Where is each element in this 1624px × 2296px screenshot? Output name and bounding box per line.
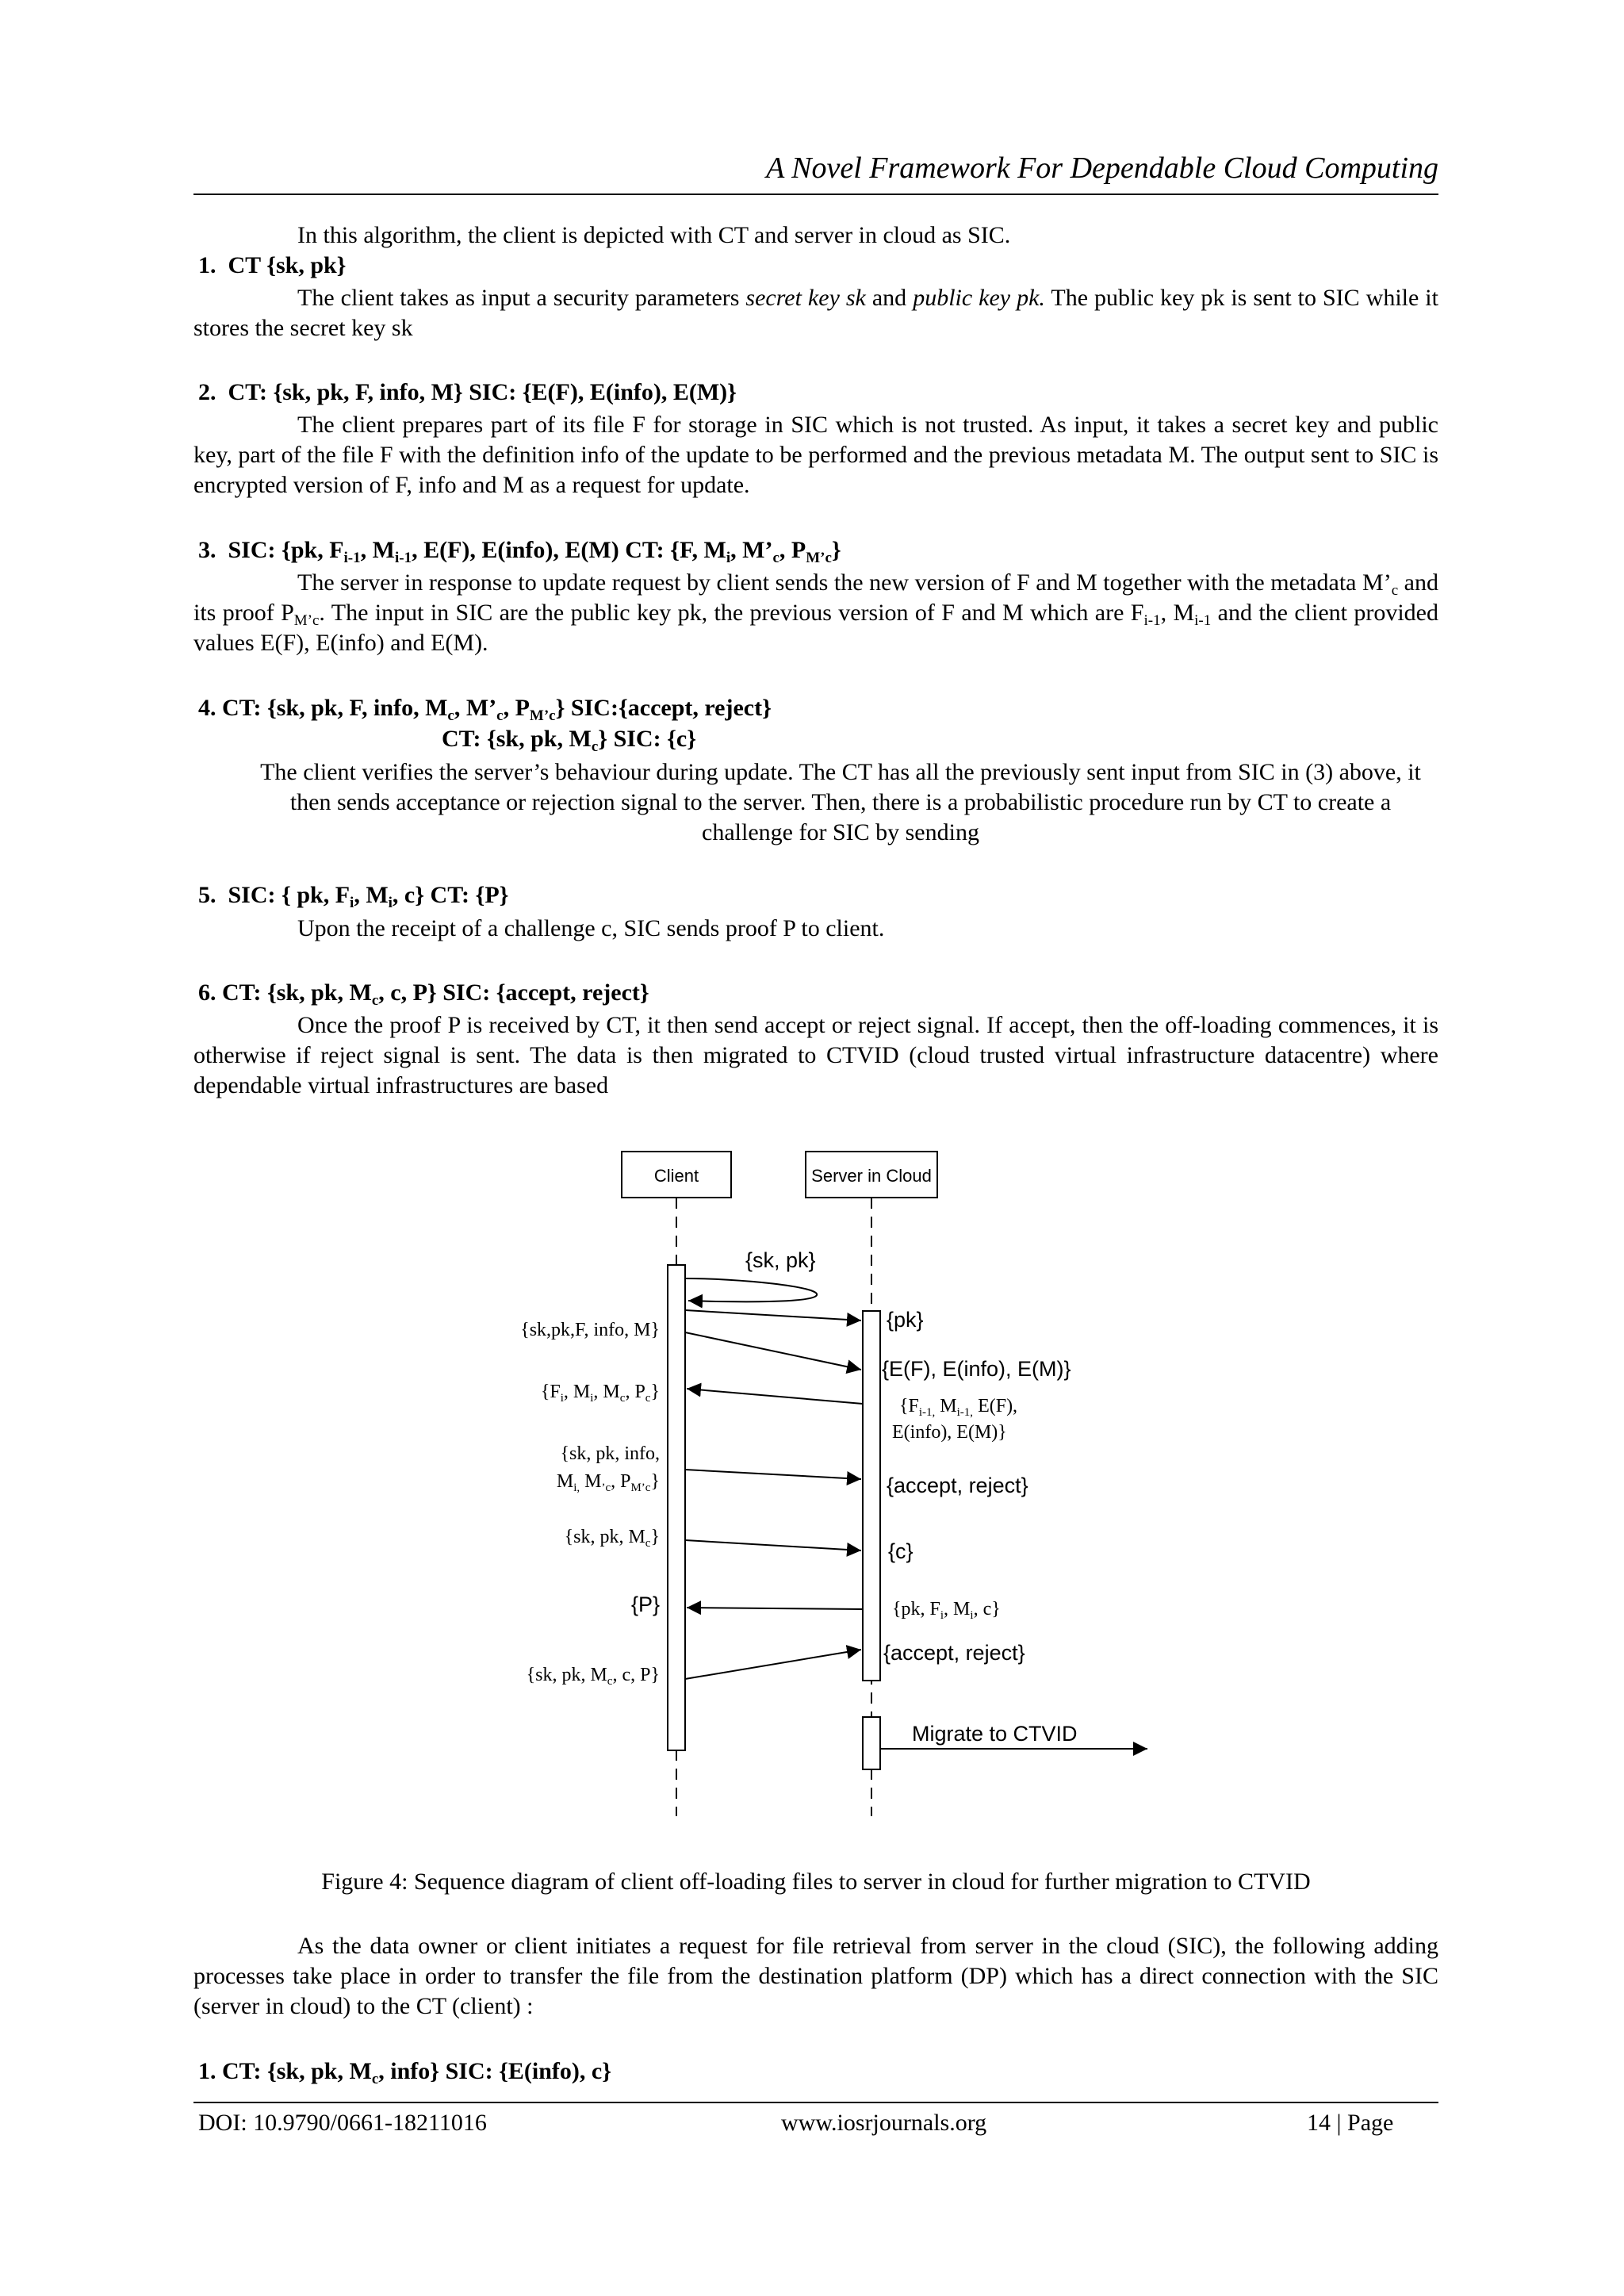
step-6-heading: 6. CT: {sk, pk, $M_c$, c, P} SIC: {accept, reject}: [198, 979, 649, 1009]
label-pk: {pk}: [887, 1308, 924, 1332]
step-5-heading: 5. SIC: { pk, $F_i$, $M_i$, c} CT: {P}: [198, 882, 509, 911]
retrieval-paragraph: As the data owner or client initiates a request for file retrieval from server in the cloud (SIC), the following adding processes take place in order to transfer the file from the destination platform (DP) which has a direct connection with the SIC (server in cloud) to the CT (client) :: [193, 1933, 1438, 2019]
self-message-arrow: [685, 1278, 817, 1301]
label-einfo-em: E(info), E(M)}: [892, 1422, 1007, 1443]
message-4-arrow: [685, 1470, 861, 1479]
server-lifeline-label: Server in Cloud: [811, 1166, 932, 1186]
label-pk-fi-mi-c: {pk, $F_i$, $M_i$, c}: [892, 1599, 1001, 1622]
label-c: {c}: [888, 1539, 914, 1563]
figure-caption: Figure 4: Sequence diagram of client off-loading files to server in cloud for further migration to CTVID: [321, 1869, 1311, 1895]
step-1-text: The client takes as input a security parameters secret key sk and public key pk. The public key pk is sent to SIC while it stores the secret key sk: [193, 285, 1438, 341]
label-ef-einfo-em: {E(F), E(info), E(M)}: [882, 1357, 1071, 1381]
server-activation: [863, 1311, 880, 1681]
running-header: A Novel Framework For Dependable Cloud Computing: [766, 151, 1438, 185]
label-sk-pk-f-info-m: {sk,pk,F, info, M}: [520, 1320, 660, 1340]
footer-page-number: 14 | Page: [1307, 2110, 1394, 2136]
message-7-arrow: [685, 1650, 861, 1679]
label-p: {P}: [630, 1593, 660, 1616]
step-4-heading-line2: CT: {sk, pk, $M_c$} SIC: {c}: [442, 726, 697, 755]
step-1-heading: 1. CT {sk, pk}: [198, 252, 347, 278]
message-6-arrow: [687, 1608, 863, 1609]
client-activation: [668, 1265, 685, 1750]
retrieval-step-1-heading: 1. CT: {sk, pk, $M_c$, info} SIC: {E(info), c}: [198, 2058, 612, 2087]
footer-doi: DOI: 10.9790/0661-18211016: [198, 2110, 487, 2136]
label-sk-pk-mc: {sk, pk, $M_c$}: [564, 1527, 660, 1550]
step-3-heading: 3. SIC: {pk, $F_{i-1}$, $M_{i-1}$, E(F), E(info), E(M) CT: {F, $M_i$, $M’_c$, $P_{M’c}$}: [198, 537, 841, 566]
footer-rule: [193, 2102, 1438, 2103]
label-migrate-to-ctvid: Migrate to CTVID: [912, 1722, 1078, 1746]
intro-paragraph: In this algorithm, the client is depicted with CT and server in cloud as SIC.: [297, 222, 1011, 248]
message-5-arrow: [685, 1540, 861, 1550]
step-6-text: Once the proof P is received by CT, it then send accept or reject signal. If accept, then the off-loading commences, it is otherwise if reject signal is sent. The data is then migrated to CTVID (cloud trusted virtual infrastructure datacentre) where dependable virtual infrastructures are based: [193, 1012, 1438, 1098]
step-2-text: The client prepares part of its file F for storage in SIC which is not trusted. As input, it takes a secret key and public key, part of the file F with the definition info of the update to be performed and the previous metadata M. The output sent to SIC is encrypted version of F, info and M as a request for update.: [193, 412, 1438, 498]
message-1-arrow: [685, 1310, 861, 1320]
label-fi-mi-mc-pc: {$F_i$, $M_i$, $M_c$, $P_c$}: [540, 1382, 660, 1405]
step-4-text: The client verifies the server’s behaviour during update. The CT has all the previously sent input from SIC in (3) above, it then sends acceptance or rejection signal to the server. Then, there is a probabilistic procedure run by CT to create a challenge for SIC by sending: [260, 759, 1421, 845]
step-2-heading: 2. CT: {sk, pk, F, info, M} SIC: {E(F), E(info), E(M)}: [198, 379, 737, 405]
step-4-heading: 4. CT: {sk, pk, F, info, $M_c$, $M’_c$, $P_{M’c}$} SIC:{accept, reject}: [198, 695, 772, 724]
message-3-arrow: [687, 1389, 863, 1404]
label-sk-pk-mc-c-p: {sk, pk, $M_c$, c, P}: [526, 1665, 660, 1688]
server-migrate-activation: [863, 1717, 880, 1769]
step-3-text: The server in response to update request by client sends the new version of F and M together with the metadata $M’_c$ and its proof $P_{M’c}$. The input in SIC are the public key pk, the previous version of F and M which are $F_{i-1}$, $M_{i-1}$ and the client provided values E(F), E(info) and E(M).: [193, 569, 1438, 656]
self-message-label: {sk, pk}: [745, 1248, 816, 1272]
label-accept-reject-1: {accept, reject}: [887, 1474, 1028, 1497]
footer-website: www.iosrjournals.org: [781, 2110, 987, 2136]
label-accept-reject-2: {accept, reject}: [883, 1641, 1025, 1665]
step-5-text: Upon the receipt of a challenge c, SIC sends proof P to client.: [297, 915, 885, 941]
label-sk-pk-info: {sk, pk, info,: [560, 1443, 660, 1464]
message-2-arrow: [685, 1332, 861, 1370]
label-fi1-mi1-ef: {$F_{i-1,}$ $M_{i-1,}$ E(F),: [899, 1396, 1018, 1419]
label-mi-mc-pmc: $M_{i,}$ $M_{’c}$, $P_{M’c}$}: [556, 1471, 660, 1494]
client-lifeline-label: Client: [653, 1166, 699, 1186]
